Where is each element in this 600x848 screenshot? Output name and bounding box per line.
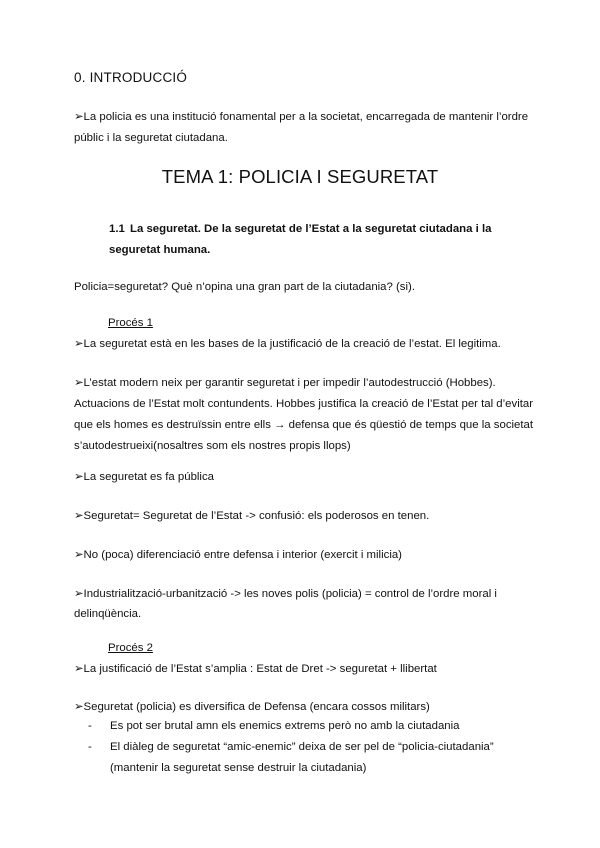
proces1-paragraph-1: ➢La seguretat està en les bases de la justificació de la creació de l’estat. El legitima. <box>74 338 501 350</box>
proces1-paragraph-2-line-2: Actuacions de l’Estat molt contundents. Hobbes justifica la creació de l’Estat per tal d’evitar <box>74 398 534 410</box>
list-item <box>88 716 459 737</box>
subsection-line-1: La seguretat. De la seguretat de l’Estat a la seguretat ciutadana i la <box>130 223 492 235</box>
proces1-paragraph-2-line-1: ➢L’estat modern neix per garantir seguretat i per impedir l’autodestrucció (Hobbes). <box>74 377 496 389</box>
proces1-paragraph-4: ➢Seguretat= Seguretat de l’Estat -> confusió: els poderosos en tenen. <box>74 510 430 522</box>
proces-1-label: Procés 1 <box>108 317 153 329</box>
proces1-paragraph-3: ➢La seguretat es fa pública <box>74 471 214 483</box>
dash-marker: - <box>88 720 92 732</box>
question-line: Policia=seguretat? Què n’opina una gran part de la ciutadania? (si). <box>74 281 415 293</box>
proces-2-label: Procés 2 <box>108 642 153 654</box>
subsection-number: 1.1 <box>109 223 125 235</box>
proces1-paragraph-6-line-1: ➢Industrialització-urbanització -> les noves polis (policia) = control de l’ordre moral i <box>74 588 497 600</box>
list-item-line: El diàleg de seguretat “amic-enemic” deixa de ser pel de “policia-ciutadania” <box>110 741 494 753</box>
list-item-line: Es pot ser brutal amn els enemics extrems però no amb la ciutadania <box>110 720 460 732</box>
intro-line-2: públic i la seguretat ciutadana. <box>74 132 228 144</box>
intro-line-1: ➢La policia es una institució fonamental per a la societat, encarregada de mantenir l’ordre <box>74 111 529 123</box>
proces2-paragraph-2: ➢Seguretat (policia) es diversifica de Defensa (encara cossos militars) <box>74 701 430 713</box>
section-heading: 0. INTRODUCCIÓ <box>74 70 188 85</box>
tema-title: TEMA 1: POLICIA I SEGURETAT <box>161 166 439 187</box>
list-item <box>88 737 494 779</box>
list-item-line: (mantenir la seguretat sense destruir la ciutadania) <box>110 762 367 774</box>
proces1-paragraph-5: ➢No (poca) diferenciació entre defensa i interior (exercit i milicia) <box>74 549 402 561</box>
subsection-heading <box>109 219 491 261</box>
proces1-paragraph-2-line-3: que els homes es destruïssin entre ells → defensa que és qüestió de temps que la societat <box>74 419 534 431</box>
subsection-line-2: seguretat humana. <box>109 244 211 256</box>
dash-marker: - <box>88 741 92 753</box>
proces1-paragraph-6-line-2: delinqüència. <box>74 608 142 620</box>
proces1-paragraph-2-line-4: s’autodestrueixi(nosaltres som els nostres propis llops) <box>74 440 351 452</box>
proces2-paragraph-1: ➢La justificació de l’Estat s’amplia : Estat de Dret -> seguretat + llibertat <box>74 663 437 675</box>
